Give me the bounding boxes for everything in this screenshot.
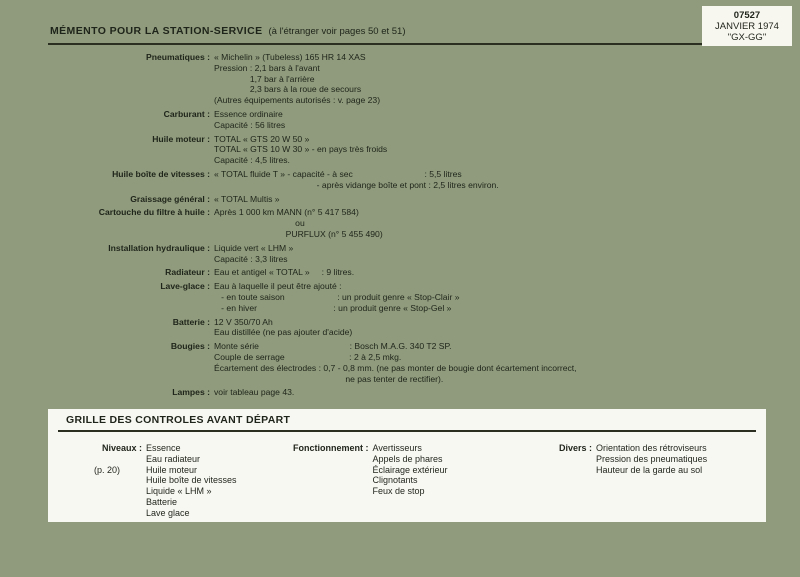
spec-label: Radiateur : bbox=[165, 267, 210, 278]
checklist-title: GRILLE DES CONTROLES AVANT DÉPART bbox=[66, 414, 291, 426]
spec-row bbox=[0, 180, 800, 191]
spec-row bbox=[0, 144, 800, 155]
spec-value: « TOTAL Multis » bbox=[214, 193, 280, 204]
header-title bbox=[50, 25, 406, 37]
niveaux-label: Niveaux : bbox=[101, 443, 142, 453]
spec-label: Huile moteur : bbox=[152, 133, 210, 144]
spec-value: Monte série : Bosch M.A.G. 340 T2 SP. bbox=[214, 341, 452, 352]
divers-label: Divers : bbox=[559, 443, 593, 453]
spec-value: Essence ordinaire bbox=[214, 108, 283, 119]
spec-row bbox=[0, 303, 800, 314]
spec-label: Huile boîte de vitesses : bbox=[112, 168, 210, 179]
checklist-item: Essence bbox=[146, 443, 181, 453]
spec-value: (Autres équipements autorisés : v. page 23) bbox=[214, 95, 381, 106]
spec-label: Graissage général : bbox=[130, 193, 210, 204]
checklist-item: Feux de stop bbox=[372, 486, 425, 497]
spec-value: - en toute saison : un produit genre « Stop-Clair » bbox=[214, 291, 460, 302]
checklist-item: Eau radiateur bbox=[146, 453, 201, 464]
spec-value: « TOTAL fluide T » - capacité - à sec : 5,5 litres bbox=[214, 168, 462, 179]
spec-row bbox=[0, 363, 800, 374]
checklist-item: Éclairage extérieur bbox=[372, 464, 448, 475]
checklist-item: Huile moteur bbox=[146, 464, 198, 475]
spec-value: Eau distillée (ne pas ajouter d'acide) bbox=[214, 327, 353, 338]
spec-row bbox=[0, 267, 800, 278]
fonctionnement-items bbox=[373, 443, 448, 497]
spec-label: Bougies : bbox=[170, 341, 210, 352]
checklist-item: Huile boîte de vitesses bbox=[146, 475, 237, 486]
spec-row bbox=[0, 109, 800, 120]
spec-row bbox=[0, 52, 800, 63]
spec-row bbox=[0, 352, 800, 363]
spec-value: Écartement des électrodes : 0,7 - 0,8 mm. (ne pas monter de bougie dont écartement incorrect, bbox=[214, 362, 577, 373]
niveaux-column bbox=[66, 443, 237, 519]
spec-row bbox=[0, 317, 800, 328]
spec-value: ou bbox=[214, 218, 305, 229]
niveaux-page-ref: (p. 20) bbox=[94, 464, 121, 475]
checklist-item: Lave glace bbox=[146, 507, 190, 518]
spec-value: Couple de serrage : 2 à 2,5 mkg. bbox=[214, 351, 402, 362]
page-subtitle: (à l'étranger voir pages 50 et 51) bbox=[268, 26, 406, 37]
spec-value: Liquide vert « LHM » bbox=[214, 242, 294, 253]
date-box bbox=[702, 6, 792, 46]
page-title: MÉMENTO POUR LA STATION-SERVICE bbox=[50, 25, 263, 37]
spec-value: - en hiver : un produit genre « Stop-Gel » bbox=[214, 302, 452, 313]
fonctionnement-label: Fonctionnement : bbox=[293, 443, 369, 453]
fonctionnement-column bbox=[293, 443, 448, 497]
checklist-item: Liquide « LHM » bbox=[146, 486, 212, 497]
spec-value: 12 V 350/70 Ah bbox=[214, 316, 273, 327]
checklist-item: Pression des pneumatiques bbox=[596, 453, 708, 464]
spec-row bbox=[0, 341, 800, 352]
spec-row bbox=[0, 292, 800, 303]
spec-row bbox=[0, 243, 800, 254]
spec-row bbox=[0, 374, 800, 385]
spec-list bbox=[0, 52, 800, 398]
checklist-item: Clignotants bbox=[372, 475, 418, 486]
spec-label: Pneumatiques : bbox=[146, 52, 210, 62]
spec-value: Pression : 2,1 bars à l'avant bbox=[214, 62, 320, 73]
spec-value: voir tableau page 43. bbox=[214, 387, 295, 398]
doc-date: JANVIER 1974 bbox=[715, 21, 779, 32]
spec-row bbox=[0, 387, 800, 398]
spec-row bbox=[0, 155, 800, 166]
spec-row bbox=[0, 134, 800, 145]
header-divider bbox=[48, 43, 702, 45]
spec-row bbox=[0, 120, 800, 131]
spec-row bbox=[0, 74, 800, 85]
spec-row bbox=[0, 254, 800, 265]
spec-row bbox=[0, 169, 800, 180]
spec-value: ne pas tenter de rectifier). bbox=[214, 373, 444, 384]
spec-row bbox=[0, 327, 800, 338]
spec-label: Carburant : bbox=[163, 108, 210, 119]
spec-row bbox=[0, 281, 800, 292]
spec-row bbox=[0, 194, 800, 205]
spec-row bbox=[0, 63, 800, 74]
spec-value: TOTAL « GTS 10 W 30 » - en pays très froids bbox=[214, 144, 388, 155]
spec-row bbox=[0, 95, 800, 106]
checklist-panel bbox=[48, 409, 766, 522]
niveaux-items bbox=[146, 443, 237, 519]
spec-value: Capacité : 56 litres bbox=[214, 119, 286, 130]
spec-label: Batterie : bbox=[172, 316, 210, 327]
spec-value: 2,3 bars à la roue de secours bbox=[214, 84, 362, 95]
doc-number: 07527 bbox=[733, 10, 761, 21]
spec-label: Lave-glace : bbox=[160, 281, 210, 292]
spec-value: PURFLUX (n° 5 455 490) bbox=[214, 228, 383, 239]
checklist-item: Orientation des rétroviseurs bbox=[596, 443, 707, 453]
spec-row bbox=[0, 207, 800, 218]
checklist-item: Batterie bbox=[146, 496, 178, 507]
spec-value: 1,7 bar à l'arrière bbox=[214, 73, 315, 84]
spec-label: Cartouche du filtre à huile : bbox=[98, 207, 210, 218]
spec-value: Capacité : 3,3 litres bbox=[214, 253, 288, 264]
checklist-item: Appels de phares bbox=[372, 453, 443, 464]
spec-value: Capacité : 4,5 litres. bbox=[214, 155, 290, 166]
spec-row bbox=[0, 218, 800, 229]
spec-value: TOTAL « GTS 20 W 50 » bbox=[214, 133, 310, 144]
checklist-divider bbox=[58, 430, 756, 432]
checklist-item: Hauteur de la garde au sol bbox=[596, 464, 703, 475]
doc-models: "GX-GG" bbox=[727, 32, 767, 43]
divers-column bbox=[559, 443, 707, 475]
spec-label: Installation hydraulique : bbox=[108, 242, 210, 253]
divers-items bbox=[596, 443, 707, 475]
spec-row bbox=[0, 84, 800, 95]
spec-value: Eau et antigel « TOTAL » : 9 litres. bbox=[214, 267, 355, 278]
spec-row bbox=[0, 229, 800, 240]
spec-value: Eau à laquelle il peut être ajouté : bbox=[214, 281, 342, 292]
checklist-item: Avertisseurs bbox=[372, 443, 422, 453]
spec-value: - après vidange boîte et pont : 2,5 litres environ. bbox=[214, 179, 499, 190]
spec-value: Après 1 000 km MANN (n° 5 417 584) bbox=[214, 207, 359, 218]
spec-label: Lampes : bbox=[172, 387, 210, 398]
spec-value: « Michelin » (Tubeless) 165 HR 14 XAS bbox=[214, 52, 366, 62]
